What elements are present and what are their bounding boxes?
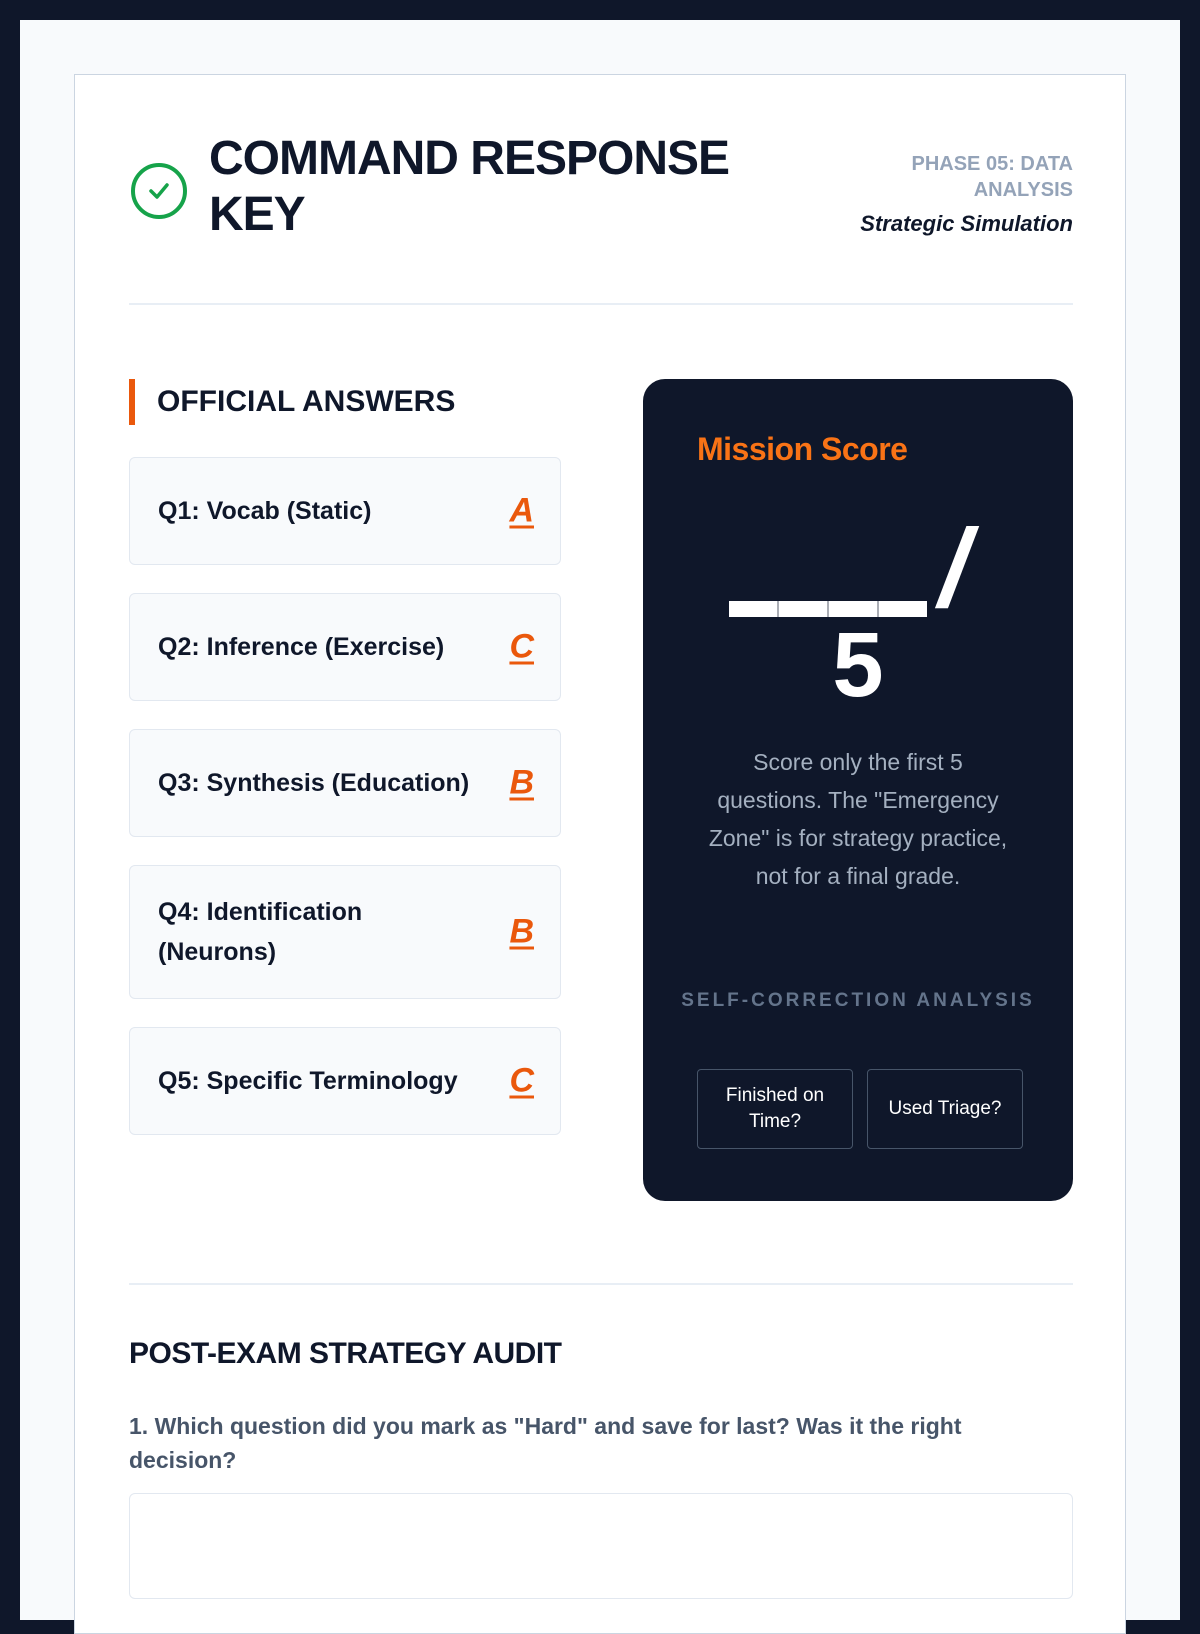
answer-letter: A — [509, 491, 534, 530]
score-slash: / — [939, 507, 970, 630]
answer-letter: B — [509, 763, 534, 802]
strategy-audit-title: POST-EXAM STRATEGY AUDIT — [129, 1337, 562, 1370]
official-answers-heading: OFFICIAL ANSWERS — [129, 379, 455, 425]
answer-row-q1 — [129, 457, 561, 565]
answer-row-q4 — [129, 865, 561, 999]
score-instructions: Score only the first 5 questions. The "Emergency Zone" is for strategy practice, not for a final grade. — [708, 749, 1008, 889]
score-total: 5 — [832, 614, 884, 716]
answer-row-q3 — [129, 729, 561, 837]
check-circle-icon — [131, 163, 187, 219]
finished-on-time-button[interactable]: Finished on Time? — [697, 1069, 853, 1149]
answer-question: Q3: Synthesis (Education) — [158, 769, 470, 797]
answer-letter: C — [509, 627, 534, 666]
audit-divider — [129, 1283, 1073, 1285]
answer-question: Q1: Vocab (Static) — [158, 497, 372, 525]
page-title: COMMAND RESPONSE KEY — [209, 132, 730, 241]
mission-score-panel — [643, 379, 1073, 1201]
answer-row-q2 — [129, 593, 561, 701]
answer-question: Q2: Inference (Exercise) — [158, 633, 445, 661]
audit-answer-1-input[interactable] — [129, 1493, 1073, 1599]
answer-key-card — [74, 74, 1126, 1634]
answer-letter: B — [509, 912, 534, 951]
used-triage-button[interactable]: Used Triage? — [867, 1069, 1023, 1149]
simulation-label: Strategic Simulation — [860, 211, 1073, 236]
answer-letter: C — [509, 1061, 534, 1100]
phase-label: PHASE 05: DATA ANALYSIS — [911, 153, 1073, 201]
answer-question: Q4: Identification (Neurons) — [158, 898, 363, 966]
header — [129, 131, 1073, 251]
answer-row-q5 — [129, 1027, 561, 1135]
answer-question: Q5: Specific Terminology — [158, 1067, 458, 1095]
audit-question-1: 1. Which question did you mark as "Hard" and save for last? Was it the right decision? — [129, 1413, 962, 1473]
page-background — [20, 20, 1180, 1620]
header-divider — [129, 303, 1073, 305]
self-correction-label: SELF-CORRECTION ANALYSIS — [681, 990, 1035, 1011]
mission-score-title: Mission Score — [697, 431, 908, 467]
